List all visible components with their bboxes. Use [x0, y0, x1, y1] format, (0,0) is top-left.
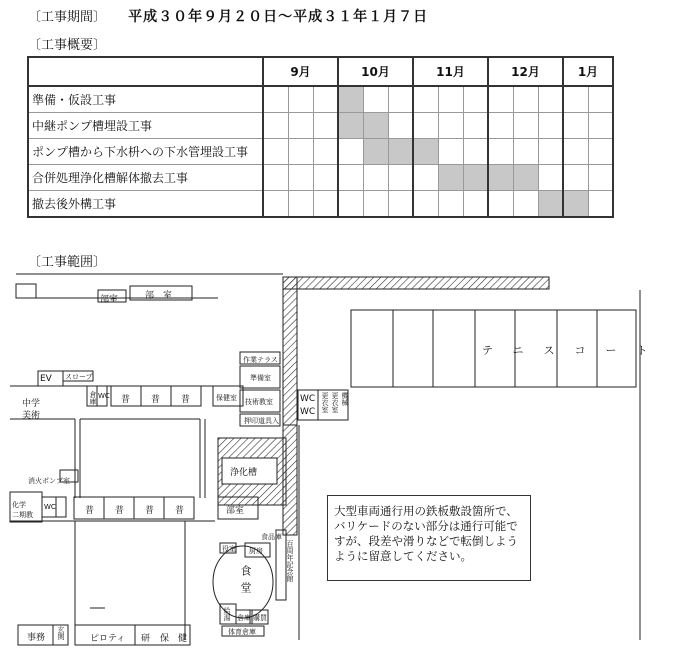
label-slope: スロープ — [65, 373, 93, 381]
period-value: 平成３０年９月２０日～平成３１年１月７日 — [128, 9, 429, 25]
label-jokaso: 浄化槽 — [230, 468, 258, 478]
task-name: 合併処理浄化槽解体撤去工事 — [28, 165, 263, 191]
month-header: 11月 — [413, 57, 488, 86]
label-kenkou: 購買 — [253, 614, 267, 622]
label-bishitsu: 役室 — [222, 545, 236, 553]
label-koui1: 更衣室 — [321, 392, 329, 413]
label-futsu4: 普 — [85, 506, 95, 516]
scope-heading: 〔工事範囲〕 — [28, 255, 107, 270]
steel-plate-vertical — [283, 277, 297, 425]
month-header: 12月 — [488, 57, 563, 86]
label-warehouse: 倉庫 — [89, 391, 97, 405]
label-pilotis: ピロティ — [90, 634, 126, 644]
label-tennis: テニスコート — [482, 344, 668, 357]
label-gijutsu: 技術教室 — [245, 398, 273, 406]
label-sakugyo: 作業テラス — [243, 356, 278, 364]
task-name: 中継ポンプ槽埋設工事 — [28, 113, 263, 139]
label-wc4: WC — [44, 503, 56, 511]
month-header: 9月 — [263, 57, 338, 86]
label-genkan: 玄関 — [57, 626, 65, 640]
label-bijutsu: 美術 — [22, 411, 41, 421]
label-kyushitsu: 厨房 — [249, 547, 263, 555]
label-rekishi: 化学 — [12, 501, 26, 509]
label-club1: 部室 — [100, 295, 119, 305]
label-hyakunen: 百周年記念館 — [286, 540, 294, 582]
overview-heading: 〔工事概要〕 — [28, 38, 107, 53]
label-wc3: WC — [300, 407, 316, 417]
steel-plate-top — [283, 277, 549, 289]
label-wc1: WC — [98, 392, 110, 400]
label-futsu2: 普 — [151, 395, 161, 405]
label-hosou: 給湯 — [223, 607, 231, 621]
label-koui2: 更衣室 — [331, 392, 339, 413]
label-taiiku: 体育倉庫 — [228, 628, 256, 636]
label-junbi: 準備室 — [250, 374, 271, 382]
label-wc2: WC — [300, 394, 316, 404]
label-futsu7: 普 — [175, 506, 185, 516]
label-futsu1: 普 — [121, 395, 131, 405]
label-shokudo: 食堂 — [239, 565, 252, 599]
label-pump: 消火ポンプ室 — [28, 477, 70, 485]
label-jimu: 事務 — [27, 633, 46, 643]
label-suiren: 倉庫 — [237, 614, 251, 622]
label-hoken2: 保 健 — [160, 634, 188, 644]
label-sekkei: 二期教 — [12, 511, 33, 519]
label-futsu3: 普 — [181, 395, 191, 405]
label-tokubetsu: 押印道具入 — [244, 417, 279, 425]
label-kikai: 機械 — [341, 392, 349, 406]
period-label: 〔工事期間〕 — [28, 10, 107, 25]
month-header: 1月 — [563, 57, 613, 86]
task-name: 準備・仮設工事 — [28, 86, 263, 113]
notice-box: 大型車両通行用の鉄板敷設箇所で、バリケードのない部分は通行可能ですが、段差や滑りなどで転倒しようように留意してください。 — [327, 495, 531, 581]
label-hoken: 保健室 — [216, 394, 237, 402]
label-chugaku: 中学 — [22, 399, 41, 409]
label-futsu6: 普 — [145, 506, 155, 516]
label-club2: 部 室 — [145, 291, 173, 301]
label-club3: 部室 — [226, 506, 245, 516]
label-ev: EV — [40, 374, 52, 384]
month-header: 10月 — [338, 57, 413, 86]
label-shokuko: 食品庫 — [261, 533, 282, 541]
label-futsu5: 普 — [115, 506, 125, 516]
label-ken: 研 — [141, 634, 151, 644]
task-name: ポンプ槽から下水枡への下水管埋設工事 — [28, 139, 263, 165]
task-name: 撤去後外構工事 — [28, 191, 263, 218]
